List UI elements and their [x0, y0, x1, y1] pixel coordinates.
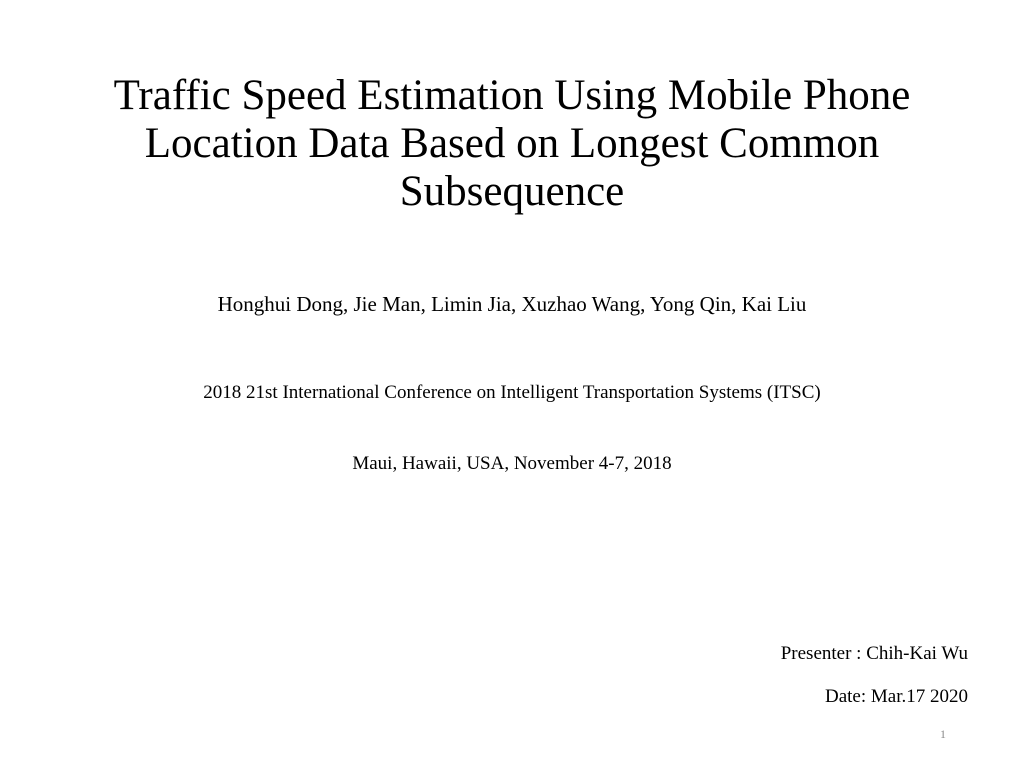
author-list: Honghui Dong, Jie Man, Limin Jia, Xuzhao Wang, Yong Qin, Kai Liu [217, 292, 807, 316]
conference-name: 2018 21st International Conference on Intelligent Transportation Systems (ITSC) [203, 382, 821, 403]
presentation-date: Date: Mar.17 2020 [824, 686, 968, 707]
presenter-line: Presenter : Chih-Kai Wu [780, 643, 968, 664]
slide-title: Traffic Speed Estimation Using Mobile Phone Location Data Based on Longest Common Subsequence [113, 72, 911, 215]
conference-location-date: Maui, Hawaii, USA, November 4-7, 2018 [352, 453, 672, 474]
slide-number: 1 [940, 727, 946, 741]
